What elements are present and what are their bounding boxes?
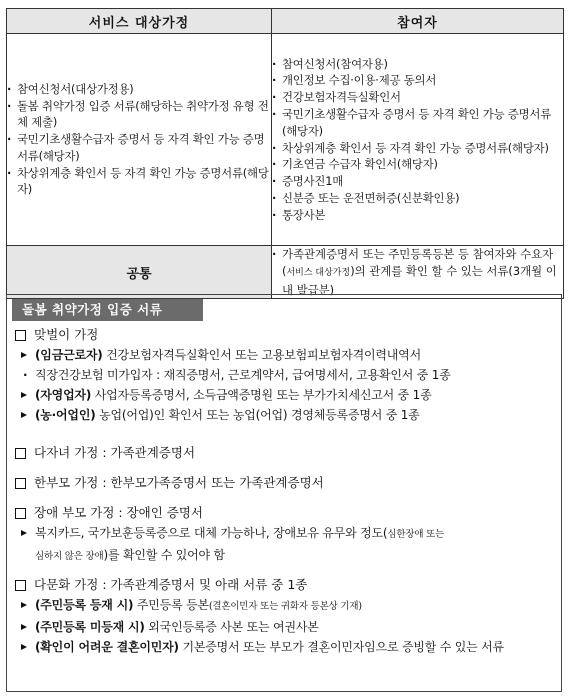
- triangle-bullet-icon: [21, 352, 27, 358]
- list-item: · 통장사본: [272, 207, 563, 224]
- section-title: 맞벌이 가정: [34, 327, 99, 342]
- triangle-bullet-icon: [21, 530, 27, 536]
- checkbox-square-icon: [15, 330, 26, 341]
- checkbox-square-icon: [15, 508, 26, 519]
- list-item: · 개인정보 수집·이용·제공 동의서: [272, 72, 563, 89]
- triangle-bullet-icon: [21, 624, 27, 630]
- section-single-parent: [15, 473, 555, 493]
- list-item: · 참여신청서(대상가정용): [7, 81, 271, 98]
- dot-bullet-icon: ·: [23, 368, 28, 382]
- section-title: 다자녀 가정 : 가족관계증명서: [34, 445, 196, 460]
- list-item: · 참여신청서(참여자용): [272, 56, 563, 73]
- common-text-b: )의 관계를 확인 할 수 있는 서류(3개월 이내 발급분): [282, 263, 557, 297]
- section-title: 한부모 가정 : 한부모가족증명서 또는 가족관계증명서: [34, 475, 324, 490]
- triangle-bullet-icon: [21, 644, 27, 650]
- list-item: · 직장건강보험 미가입자 : 재직증명서, 근로계약서, 급여명세서, 고용확인서 중 1종: [15, 365, 555, 385]
- section-dual-income: [15, 325, 555, 425]
- checkbox-square-icon: [15, 580, 26, 591]
- triangle-bullet-icon: [21, 412, 27, 418]
- list-item: · 차상위계층 확인서 등 자격 확인 가능 증명서류(해당자): [272, 140, 563, 157]
- list-item: (주민등록 미등재 시) 외국인등록증 사본 또는 여권사본: [15, 617, 555, 637]
- list-item: · 신분증 또는 운전면허증(신분확인용): [272, 190, 563, 207]
- list-item: · 기초연금 수급자 확인서(해당자): [272, 156, 563, 173]
- vulnerable-household-proof-box: [6, 294, 562, 692]
- section-multicultural: [15, 575, 555, 657]
- section-disabled-parent: [15, 503, 555, 567]
- service-household-list: [7, 81, 271, 199]
- list-item: 복지카드, 국가보훈등록증으로 대체 가능하나, 장애보유 유무와 정도(심한장애 또는 심하지 않은 장애)를 확인할 수 있어야 함: [15, 523, 555, 567]
- list-item: · 국민기초생활수급자 증명서 등 자격 확인 가능 증명서류(해당자): [7, 131, 271, 165]
- common-label: 공통: [7, 246, 272, 299]
- participation-documents-table: [6, 8, 564, 299]
- triangle-bullet-icon: [21, 602, 27, 608]
- triangle-bullet-icon: [21, 392, 27, 398]
- list-item: (주민등록 등재 시) 주민등록 등본(결혼이민자 또는 귀화자 등본상 기재): [15, 595, 555, 617]
- service-household-cell: [7, 34, 272, 246]
- participant-cell: [272, 34, 564, 246]
- list-item: · 돌봄 취약가정 입증 서류(해당하는 취약가정 유형 전체 제출): [7, 98, 271, 132]
- checkbox-square-icon: [15, 478, 26, 489]
- list-item: (자영업자) 사업자등록증명서, 소득금액증명원 또는 부가가치세신고서 중 1종: [15, 385, 555, 405]
- list-item: · 차상위계층 확인서 등 자격 확인 가능 증명서류(해당자): [7, 165, 271, 199]
- list-item: (확인이 어려운 결혼이민자) 기본증명서 또는 부모가 결혼이민자임으로 증빙할 수 있는 서류: [15, 637, 555, 657]
- header-participant: 참여자: [272, 9, 564, 34]
- list-item: · 증명사진1매: [272, 173, 563, 190]
- list-item: (농·어업인) 농업(어업)인 확인서 또는 농업(어업) 경영체등록증명서 중 1종: [15, 405, 555, 425]
- section-multi-child: [15, 443, 555, 463]
- common-text-a: 가족관계증명서 또는 주민등록등본 등 참여자와 수요자(: [282, 247, 554, 278]
- list-item: (임금근로자) 건강보험자격득실확인서 또는 고용보험피보험자격이력내역서: [15, 345, 555, 365]
- list-item: · 국민기초생활수급자 증명서 등 자격 확인 가능 증명서류(해당자): [272, 106, 563, 140]
- section-title: 다문화 가정 : 가족관계증명서 및 아래 서류 중 1종: [34, 577, 308, 592]
- header-service-household: 서비스 대상가정: [7, 9, 272, 34]
- section-title: 장애 부모 가정 : 장애인 증명서: [34, 505, 203, 520]
- list-item: · 건강보험자격득실확인서: [272, 89, 563, 106]
- section-banner: 돌봄 취약가정 입증 서류: [12, 299, 203, 321]
- checkbox-square-icon: [15, 448, 26, 459]
- common-text-small: 서비스 대상가정: [286, 267, 351, 278]
- common-text: [272, 246, 564, 299]
- participant-list: [272, 56, 563, 224]
